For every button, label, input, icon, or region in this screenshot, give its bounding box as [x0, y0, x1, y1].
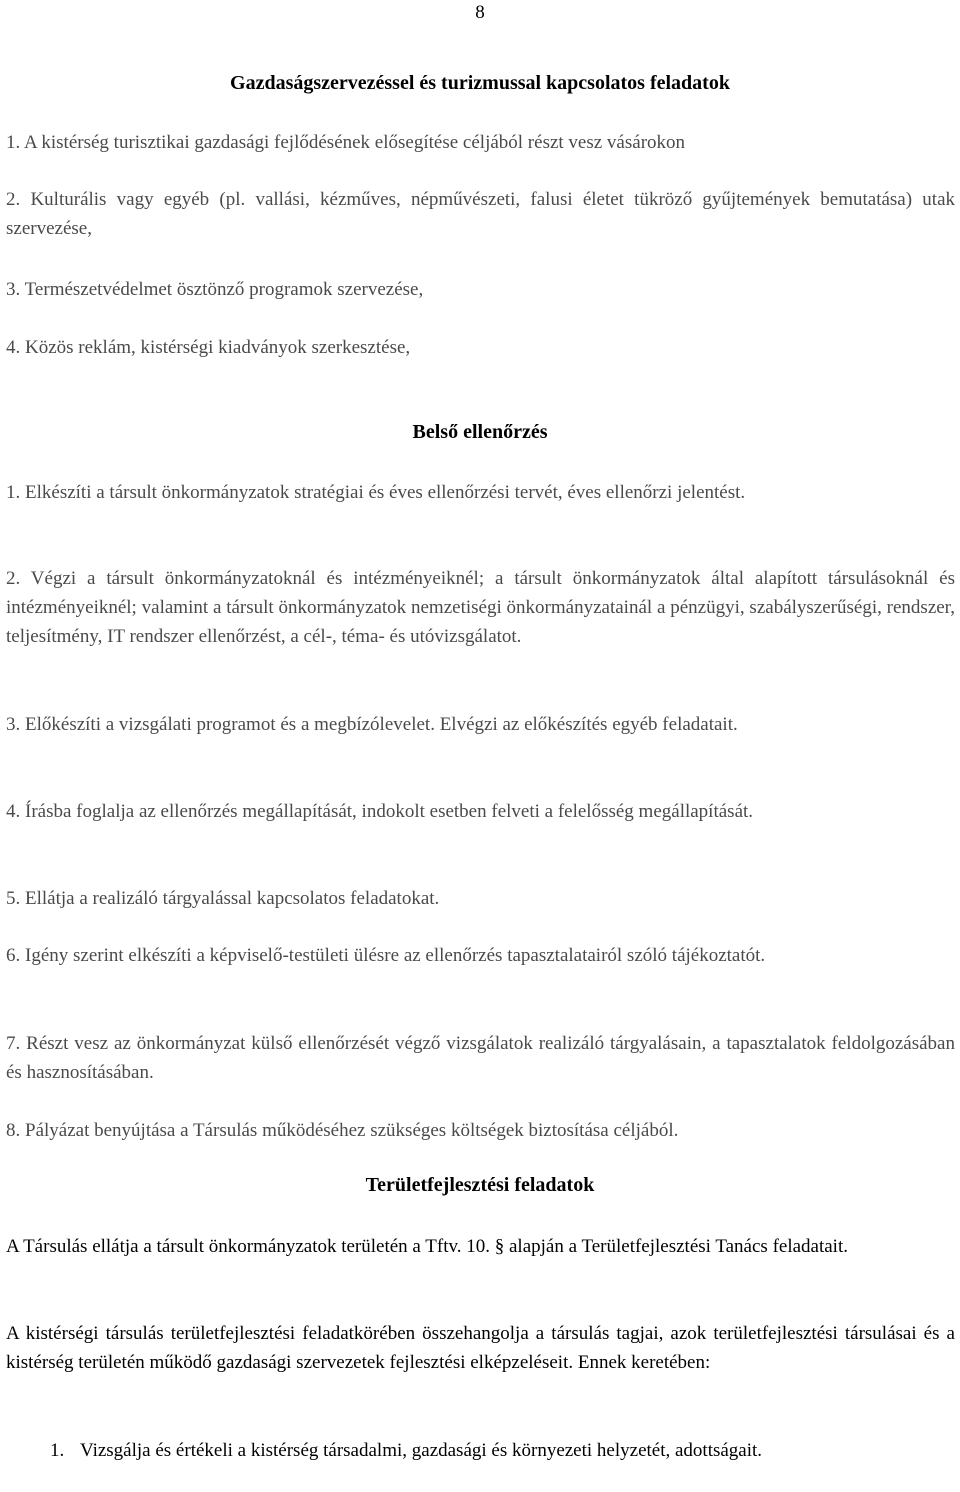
- section-heading-tourism: Gazdaságszervezéssel és turizmussal kapcsolatos feladatok: [230, 72, 730, 94]
- tourism-item-4: 4. Közös reklám, kistérségi kiadványok szerkesztése,: [6, 337, 411, 358]
- audit-item-5: 5. Ellátja a realizáló tárgyalással kapcsolatos feladatokat.: [6, 888, 440, 909]
- audit-item-1: 1. Elkészíti a társult önkormányzatok stratégiai és éves ellenőrzési tervét, éves ellenőrzi jelentést.: [6, 482, 746, 503]
- section-heading-internal-audit: Belső ellenőrzés: [412, 421, 548, 443]
- audit-item-3: 3. Előkészíti a vizsgálati programot és a megbízólevelet. Elvégzi az előkészítés egyéb feladatait.: [6, 714, 738, 735]
- audit-item-7: 7. Részt vesz az önkormányzat külső ellenőrzését végző vizsgálatok realizáló tárgyalásain, a tapasztalatok feldolgozásában és hasznosításában.: [6, 1033, 955, 1083]
- regional-paragraph-1: A Társulás ellátja a társult önkormányzatok területén a Tftv. 10. § alapján a Területfejlesztési Tanács feladatait.: [6, 1236, 848, 1257]
- regional-list-item: [50, 1436, 955, 1465]
- tourism-item-2: 2. Kulturális vagy egyéb (pl. vallási, kézműves, népművészeti, falusi életet tükröző gyűjtemények bemutatása) utak szervezése,: [6, 189, 955, 239]
- audit-item-2: 2. Végzi a társult önkormányzatoknál és intézményeiknél; a társult önkormányzatok által alapított társulásoknál és intézményeiknél; valamint a társult önkormányzatok nemzetiségi önkormányzatainál a pénzügyi, szabályszerűségi, rendszer, teljesítmény, IT rendszer ellenőrzést, a cél-, téma- és utóvizsgálatot.: [6, 568, 955, 647]
- audit-item-6: 6. Igény szerint elkészíti a képviselő-testületi ülésre az ellenőrzés tapasztalatairól szóló tájékoztatót.: [6, 945, 766, 966]
- page-number: 8: [475, 2, 485, 23]
- audit-item-4: 4. Írásba foglalja az ellenőrzés megállapítását, indokolt esetben felveti a felelősség megállapítását.: [6, 801, 754, 822]
- list-item-text: Vizsgálja és értékeli a kistérség társadalmi, gazdasági és környezeti helyzetét, adottságait.: [80, 1440, 763, 1461]
- audit-item-8: 8. Pályázat benyújtása a Társulás működéséhez szükséges költségek biztosítása céljából.: [6, 1120, 679, 1141]
- section-heading-regional-development: Területfejlesztési feladatok: [365, 1174, 595, 1196]
- regional-paragraph-2: A kistérségi társulás területfejlesztési feladatkörében összehangolja a társulás tagjai, azok területfejlesztési társulásai és a kistérség területén működő gazdasági szervezetek fejlesztési elképzeléseit. Ennek keretében:: [6, 1323, 955, 1373]
- tourism-item-3: 3. Természetvédelmet ösztönző programok szervezése,: [6, 279, 424, 300]
- list-item-number: 1.: [50, 1440, 65, 1461]
- tourism-item-1: 1. A kistérség turisztikai gazdasági fejlődésének elősegítése céljából részt vesz vásárokon: [6, 132, 686, 153]
